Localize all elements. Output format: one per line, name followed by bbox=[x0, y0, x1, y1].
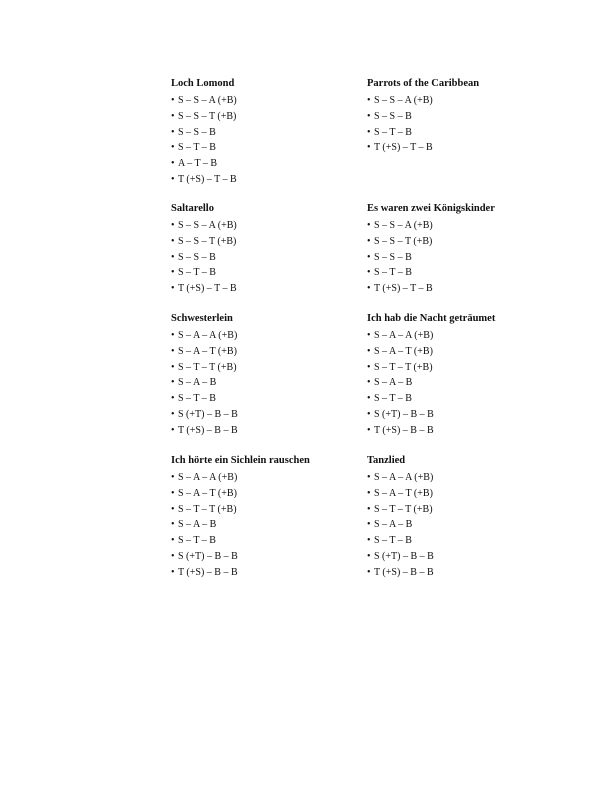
section-tanzlied bbox=[367, 454, 567, 581]
voicing-text: S (+T) – B – B bbox=[374, 550, 434, 562]
voicing-text: S – A – T (+B) bbox=[374, 487, 433, 499]
bullet: • bbox=[367, 95, 371, 106]
bullet: • bbox=[171, 345, 175, 357]
voicing-text: S – A – A (+B) bbox=[178, 330, 238, 341]
list-item bbox=[367, 93, 567, 109]
voicing-text: T (+S) – B – B bbox=[178, 424, 238, 436]
bullet: • bbox=[367, 361, 371, 373]
section-title: Es waren zwei Königskinder bbox=[367, 203, 495, 214]
list-item bbox=[171, 125, 371, 141]
list-item bbox=[171, 407, 371, 423]
bullet: • bbox=[367, 393, 371, 405]
list-item bbox=[367, 328, 567, 344]
voicing-text: S – A – T (+B) bbox=[178, 487, 237, 499]
list-item bbox=[171, 375, 371, 391]
bullet: • bbox=[171, 472, 175, 483]
list-item bbox=[367, 502, 567, 518]
bullet: • bbox=[171, 487, 175, 499]
voicing-text: S – T – B bbox=[374, 126, 412, 138]
voicing-text: S – T – T (+B) bbox=[374, 361, 433, 373]
bullet: • bbox=[367, 110, 371, 122]
bullet: • bbox=[367, 330, 371, 341]
bullet: • bbox=[367, 424, 371, 436]
voicing-list bbox=[367, 218, 567, 297]
list-item bbox=[171, 391, 371, 407]
voicing-text: S – S – T (+B) bbox=[374, 235, 433, 247]
list-item bbox=[367, 391, 567, 407]
voicing-list bbox=[367, 328, 567, 439]
bullet: • bbox=[367, 472, 371, 483]
voicing-text: S – A – B bbox=[374, 377, 413, 389]
bullet: • bbox=[171, 283, 175, 295]
voicing-text: S – S – T (+B) bbox=[178, 235, 237, 247]
bullet: • bbox=[171, 377, 175, 389]
list-item bbox=[171, 109, 371, 125]
list-item bbox=[171, 328, 371, 344]
list-item bbox=[171, 156, 371, 172]
bullet: • bbox=[171, 566, 175, 578]
voicing-list bbox=[367, 93, 567, 156]
bullet: • bbox=[171, 142, 175, 154]
voicing-text: T (+S) – B – B bbox=[374, 424, 434, 436]
bullet: • bbox=[171, 535, 175, 547]
bullet: • bbox=[171, 519, 175, 531]
bullet: • bbox=[367, 535, 371, 547]
list-item bbox=[367, 125, 567, 141]
section-title: Saltarello bbox=[171, 203, 214, 214]
voicing-text: S – T – B bbox=[178, 393, 216, 405]
voicing-text: A – T – B bbox=[178, 158, 218, 170]
bullet: • bbox=[171, 550, 175, 562]
list-item bbox=[367, 250, 567, 266]
list-item bbox=[367, 140, 567, 156]
voicing-text: S (+T) – B – B bbox=[374, 408, 434, 420]
bullet: • bbox=[171, 251, 175, 263]
list-item bbox=[367, 470, 567, 486]
list-item bbox=[367, 486, 567, 502]
voicing-text: S – S – A (+B) bbox=[178, 95, 237, 106]
bullet: • bbox=[171, 424, 175, 436]
voicing-text: S – A – T (+B) bbox=[178, 345, 237, 357]
bullet: • bbox=[367, 142, 371, 154]
bullet: • bbox=[171, 503, 175, 515]
list-item bbox=[171, 344, 371, 360]
section-title: Schwesterlein bbox=[171, 313, 233, 324]
bullet: • bbox=[171, 173, 175, 185]
section-ich-hab-die-nacht-getraeumet bbox=[367, 312, 567, 439]
list-item bbox=[367, 423, 567, 439]
list-item bbox=[171, 517, 371, 533]
voicing-list bbox=[171, 93, 371, 188]
section-title: Loch Lomond bbox=[171, 78, 235, 89]
bullet: • bbox=[367, 503, 371, 515]
voicing-text: S – T – B bbox=[374, 535, 412, 547]
list-item bbox=[367, 265, 567, 281]
list-item bbox=[171, 549, 371, 565]
voicing-text: S – S – B bbox=[178, 126, 216, 138]
bullet: • bbox=[171, 110, 175, 122]
voicing-text: S – A – A (+B) bbox=[178, 472, 238, 483]
list-item bbox=[367, 360, 567, 376]
voicing-text: S – T – T (+B) bbox=[178, 503, 237, 515]
voicing-text: S – S – A (+B) bbox=[178, 220, 237, 231]
bullet: • bbox=[367, 126, 371, 138]
bullet: • bbox=[171, 361, 175, 373]
voicing-text: S – T – T (+B) bbox=[178, 361, 237, 373]
bullet: • bbox=[171, 408, 175, 420]
list-item bbox=[171, 565, 371, 581]
list-item bbox=[367, 375, 567, 391]
list-item bbox=[171, 172, 371, 188]
voicing-text: S – S – T (+B) bbox=[178, 110, 237, 122]
voicing-text: S – T – B bbox=[178, 535, 216, 547]
list-item bbox=[367, 109, 567, 125]
voicing-list bbox=[171, 328, 371, 439]
voicing-text: T (+S) – B – B bbox=[374, 566, 434, 578]
bullet: • bbox=[171, 235, 175, 247]
voicing-text: S – S – B bbox=[374, 110, 412, 122]
voicing-text: S – A – B bbox=[374, 519, 413, 531]
list-item bbox=[171, 218, 371, 234]
bullet: • bbox=[367, 487, 371, 499]
bullet: • bbox=[367, 283, 371, 295]
list-item bbox=[171, 281, 371, 297]
list-item bbox=[171, 423, 371, 439]
bullet: • bbox=[171, 95, 175, 106]
voicing-text: S – T – B bbox=[374, 267, 412, 279]
bullet: • bbox=[367, 345, 371, 357]
list-item bbox=[367, 565, 567, 581]
list-item bbox=[367, 549, 567, 565]
voicing-text: T (+S) – B – B bbox=[178, 566, 238, 578]
voicing-text: S – S – B bbox=[178, 251, 216, 263]
bullet: • bbox=[171, 158, 175, 170]
section-loch-lomond bbox=[171, 77, 371, 188]
voicing-text: T (+S) – T – B bbox=[374, 142, 433, 154]
bullet: • bbox=[367, 220, 371, 231]
voicing-text: S – S – A (+B) bbox=[374, 95, 433, 106]
section-title: Tanzlied bbox=[367, 455, 406, 466]
bullet: • bbox=[171, 267, 175, 279]
bullet: • bbox=[367, 408, 371, 420]
voicing-text: S – T – T (+B) bbox=[374, 503, 433, 515]
list-item bbox=[367, 407, 567, 423]
list-item bbox=[367, 281, 567, 297]
section-schwesterlein bbox=[171, 312, 371, 439]
voicing-text: S – T – B bbox=[374, 393, 412, 405]
voicing-text: S – A – A (+B) bbox=[374, 330, 434, 341]
list-item bbox=[171, 486, 371, 502]
bullet: • bbox=[367, 251, 371, 263]
section-parrots-of-the-caribbean bbox=[367, 77, 567, 156]
voicing-list bbox=[171, 218, 371, 297]
list-item bbox=[171, 93, 371, 109]
bullet: • bbox=[171, 220, 175, 231]
voicing-text: S – T – B bbox=[178, 142, 216, 154]
voicing-text: S – S – B bbox=[374, 251, 412, 263]
voicing-text: S (+T) – B – B bbox=[178, 550, 238, 562]
list-item bbox=[171, 360, 371, 376]
voicing-text: T (+S) – T – B bbox=[178, 283, 237, 295]
bullet: • bbox=[171, 126, 175, 138]
list-item bbox=[367, 344, 567, 360]
list-item bbox=[171, 502, 371, 518]
section-es-waren-zwei-koenigskinder bbox=[367, 202, 567, 297]
list-item bbox=[367, 234, 567, 250]
bullet: • bbox=[367, 519, 371, 531]
voicing-text: S – A – B bbox=[178, 519, 217, 531]
list-item bbox=[367, 517, 567, 533]
section-title: Ich hörte ein Sichlein rauschen bbox=[171, 455, 310, 466]
voicing-text: S – A – A (+B) bbox=[374, 472, 434, 483]
bullet: • bbox=[171, 393, 175, 405]
list-item bbox=[367, 533, 567, 549]
section-title: Parrots of the Caribbean bbox=[367, 78, 480, 89]
section-saltarello bbox=[171, 202, 371, 297]
voicing-text: S – A – T (+B) bbox=[374, 345, 433, 357]
bullet: • bbox=[171, 330, 175, 341]
voicing-text: S (+T) – B – B bbox=[178, 408, 238, 420]
bullet: • bbox=[367, 550, 371, 562]
list-item bbox=[171, 140, 371, 156]
section-title: Ich hab die Nacht geträumet bbox=[367, 313, 496, 324]
voicing-text: S – S – A (+B) bbox=[374, 220, 433, 231]
list-item bbox=[171, 533, 371, 549]
list-item bbox=[171, 234, 371, 250]
voicing-list bbox=[367, 470, 567, 581]
bullet: • bbox=[367, 566, 371, 578]
bullet: • bbox=[367, 377, 371, 389]
list-item bbox=[171, 265, 371, 281]
voicing-text: S – T – B bbox=[178, 267, 216, 279]
voicing-text: T (+S) – T – B bbox=[178, 173, 237, 185]
list-item bbox=[171, 250, 371, 266]
voicing-text: S – A – B bbox=[178, 377, 217, 389]
list-item bbox=[367, 218, 567, 234]
bullet: • bbox=[367, 267, 371, 279]
voicing-text: T (+S) – T – B bbox=[374, 283, 433, 295]
list-item bbox=[171, 470, 371, 486]
section-ich-hoerte-ein-sichlein-rauschen bbox=[171, 454, 371, 581]
bullet: • bbox=[367, 235, 371, 247]
voicing-list bbox=[171, 470, 371, 581]
